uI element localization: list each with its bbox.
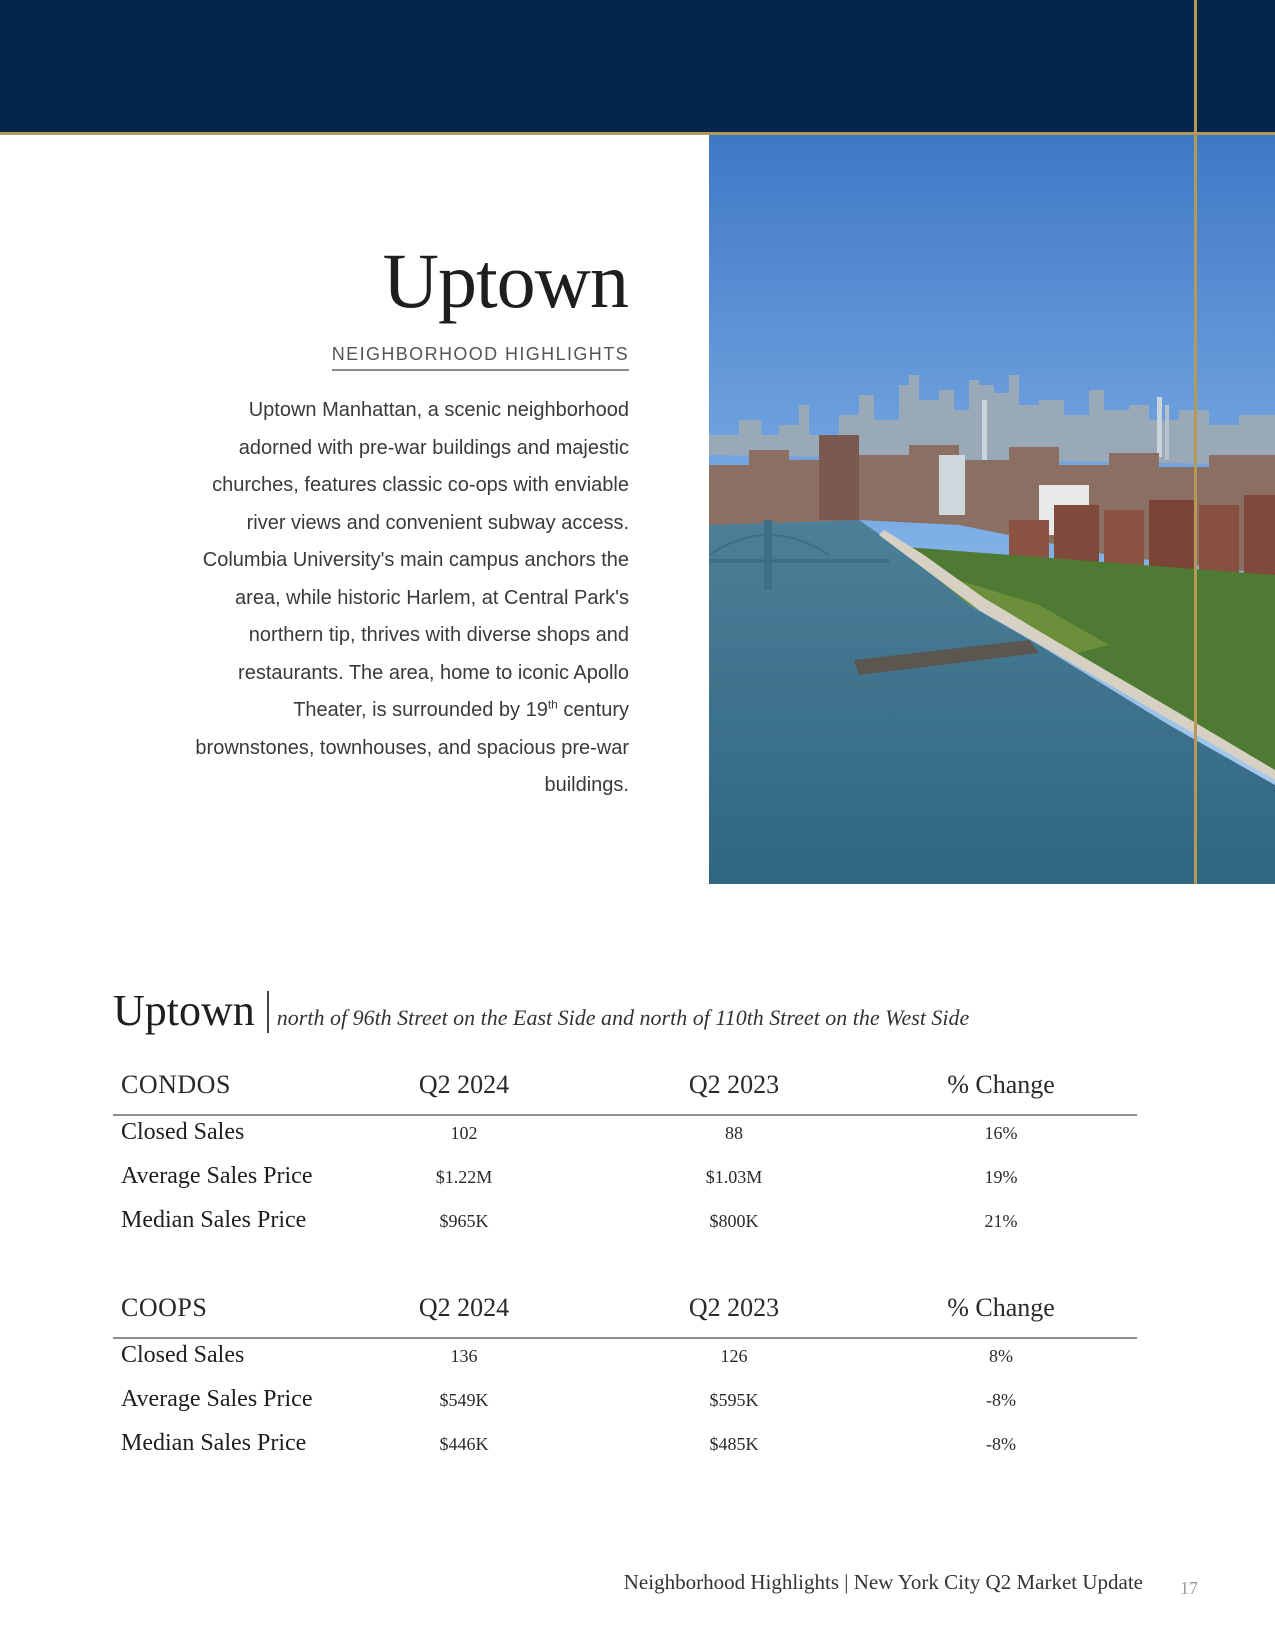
row-value-q2-2023: 88 bbox=[725, 1123, 743, 1143]
hero-description-text-end: century brownstones, townhouses, and spacious pre-war buildings. bbox=[195, 699, 629, 796]
row-label: Closed Sales bbox=[121, 1342, 245, 1368]
row-value-change: -8% bbox=[986, 1390, 1016, 1410]
row-label: Average Sales Price bbox=[121, 1163, 313, 1189]
row-value-q2-2024: 136 bbox=[450, 1346, 478, 1366]
table-row bbox=[113, 1384, 1137, 1428]
stats-heading bbox=[113, 985, 969, 1033]
row-value-q2-2024: $1.22M bbox=[435, 1167, 493, 1187]
hero-description bbox=[170, 392, 629, 805]
condos-header-change: % Change bbox=[947, 1070, 1055, 1099]
hero-description-text: Uptown Manhattan, a scenic neighborhood adorned with pre-war buildings and majestic churches, features classic co-ops with enviable river views and convenient subway access. Columbia University's main campus anchors the area, while historic Harlem, at Central Park's northern tip, thrives with diverse shops and restaurants. The area, home to iconic Apollo Theater, is surrounded by 19 bbox=[202, 399, 629, 721]
heading-divider bbox=[267, 991, 269, 1033]
table-row bbox=[113, 1340, 1137, 1384]
row-label: Average Sales Price bbox=[121, 1386, 313, 1412]
condos-table-header bbox=[113, 1056, 1137, 1116]
row-value-q2-2023: $595K bbox=[709, 1390, 759, 1410]
coops-table-header bbox=[113, 1279, 1137, 1339]
row-value-change: 16% bbox=[984, 1123, 1018, 1143]
coops-header-q2-2024: Q2 2024 bbox=[418, 1293, 510, 1322]
row-value-q2-2024: $965K bbox=[439, 1211, 489, 1231]
coops-header-label: COOPS bbox=[121, 1293, 208, 1322]
row-value-q2-2024: $549K bbox=[439, 1390, 489, 1410]
row-value-change: 8% bbox=[989, 1346, 1013, 1366]
condos-header-q2-2023: Q2 2023 bbox=[688, 1070, 780, 1099]
gold-vertical-rule bbox=[1194, 0, 1197, 884]
coops-header-change: % Change bbox=[947, 1293, 1055, 1322]
coops-header-q2-2023: Q2 2023 bbox=[688, 1293, 780, 1322]
hero-description-superscript: th bbox=[547, 697, 558, 712]
condos-header-rule bbox=[113, 1114, 1137, 1116]
row-value-q2-2023: $1.03M bbox=[705, 1167, 763, 1187]
row-value-change: 21% bbox=[984, 1211, 1018, 1231]
uptown-skyline-photo bbox=[709, 135, 1275, 884]
row-value-q2-2023: 126 bbox=[720, 1346, 748, 1366]
table-row bbox=[113, 1117, 1137, 1161]
row-value-change: 19% bbox=[984, 1167, 1018, 1187]
condos-header-q2-2024: Q2 2024 bbox=[418, 1070, 510, 1099]
condos-header-label: CONDOS bbox=[121, 1070, 231, 1099]
table-row bbox=[113, 1205, 1137, 1249]
row-value-q2-2024: 102 bbox=[450, 1123, 478, 1143]
footer-text: Neighborhood Highlights | New York City Q2 Market Update bbox=[623, 1570, 1143, 1594]
stats-title: Uptown bbox=[113, 986, 255, 1035]
row-value-q2-2023: $485K bbox=[709, 1434, 759, 1454]
row-label: Closed Sales bbox=[121, 1119, 245, 1145]
header-banner bbox=[0, 0, 1275, 133]
table-row bbox=[113, 1161, 1137, 1205]
row-value-q2-2024: $446K bbox=[439, 1434, 489, 1454]
row-label: Median Sales Price bbox=[121, 1430, 307, 1456]
page-number: 17 bbox=[1180, 1578, 1198, 1598]
row-value-q2-2023: $800K bbox=[709, 1211, 759, 1231]
hero-title: Uptown bbox=[382, 237, 628, 324]
row-value-change: -8% bbox=[986, 1434, 1016, 1454]
table-row bbox=[113, 1428, 1137, 1472]
coops-header-rule bbox=[113, 1337, 1137, 1339]
stats-description: north of 96th Street on the East Side and north of 110th Street on the West Side bbox=[276, 1005, 970, 1030]
row-label: Median Sales Price bbox=[121, 1207, 307, 1233]
hero-subtitle: NEIGHBORHOOD HIGHLIGHTS bbox=[332, 344, 629, 371]
